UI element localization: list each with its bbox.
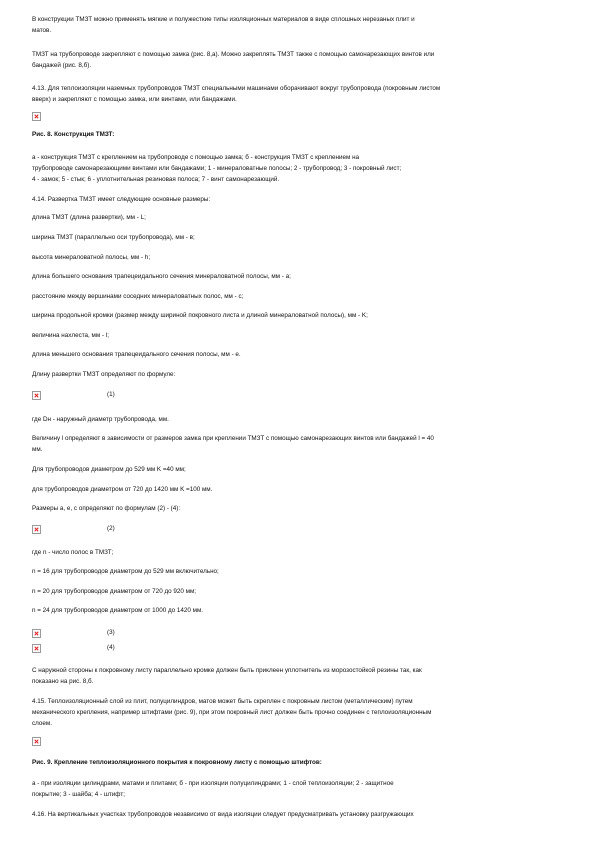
paragraph: величина нахлеста, мм - l; bbox=[32, 332, 109, 339]
paragraph: где Dн - наружный диаметр трубопровода, мм. bbox=[32, 416, 169, 423]
paragraph: 4.13. Для теплоизоляции наземных трубопроводов ТМЗТ специальными машинами оборачивают вокруг трубопровода (покровным листом bbox=[32, 85, 441, 92]
equation-number: (4) bbox=[107, 644, 115, 651]
paragraph: n = 16 для трубопроводов диаметром до 529 мм включительно; bbox=[32, 568, 219, 575]
paragraph: а - при изоляции цилиндрами, матами и плитами; б - при изоляции полуцилиндрами; 1 - слой теплоизоляции; 2 - защитное bbox=[32, 780, 394, 787]
paragraph: длина меньшего основания трапецеидального сечения полосы, мм - e. bbox=[32, 351, 241, 358]
broken-image-icon bbox=[32, 525, 41, 534]
paragraph: В конструкции ТМЗТ можно применять мягкие и полужесткие типы изоляционных материалов в виде сплошных нерезаных плит и bbox=[32, 16, 415, 23]
paragraph: длина большего основания трапецеидального сечения минераловатной полосы, мм - a; bbox=[32, 273, 291, 280]
paragraph: 4.14. Развертка ТМЗТ имеет следующие основные размеры: bbox=[32, 196, 211, 203]
paragraph: n = 20 для трубопроводов диаметром от 720 до 920 мм; bbox=[32, 588, 197, 595]
paragraph: С наружной стороны к покровному листу параллельно кромке должен быть приклеен уплотнитель из морозостойкой резины так, как bbox=[32, 667, 422, 674]
paragraph: длина ТМЗТ (длина развертки), мм - L; bbox=[32, 214, 146, 221]
broken-image-icon bbox=[32, 737, 41, 746]
figure-caption: Рис. 8. Конструкция ТМЗТ: bbox=[32, 131, 115, 138]
paragraph: бандажей (рис. 8,б). bbox=[32, 62, 92, 69]
paragraph: n = 24 для трубопроводов диаметром от 1000 до 1420 мм. bbox=[32, 607, 204, 614]
paragraph: для трубопроводов диаметром от 720 до 1420 мм K =100 мм. bbox=[32, 486, 213, 493]
paragraph: показано на рис. 8,б. bbox=[32, 678, 94, 685]
paragraph: вверх) и закрепляют с помощью замка, или винтами, или бандажами. bbox=[32, 96, 237, 103]
paragraph: где n - число полос в ТМЗТ; bbox=[32, 549, 114, 556]
paragraph: Размеры a, e, c определяют по формулам (2) - (4): bbox=[32, 505, 181, 512]
paragraph: 4.16. На вертикальных участках трубопроводов независимо от вида изоляции следует предусматривать установку разгружающих bbox=[32, 811, 414, 818]
paragraph: высота минераловатной полосы, мм - h; bbox=[32, 254, 151, 261]
paragraph: покрытие; 3 - шайба; 4 - штифт; bbox=[32, 791, 125, 798]
paragraph: расстояние между вершинами соседних минераловатных полос, мм - c; bbox=[32, 293, 244, 300]
paragraph: трубопроводе самонарезающими винтами или бандажами; 1 - минераловатные полосы; 2 - трубопровод; 3 - покровный лист; bbox=[32, 165, 402, 172]
paragraph: 4.15. Теплоизоляционный слой из плит, полуцилиндров, матов может быть скреплен с покровным листом (металлическим) путем bbox=[32, 698, 413, 705]
paragraph: мм. bbox=[32, 446, 43, 453]
paragraph: матов. bbox=[32, 27, 52, 34]
paragraph: слоем. bbox=[32, 720, 52, 727]
broken-image-icon bbox=[32, 644, 41, 653]
broken-image-icon bbox=[32, 391, 41, 400]
figure-caption: Рис. 9. Крепление теплоизоляционного покрытия к покровному листу с помощью штифтов: bbox=[32, 759, 322, 766]
paragraph: 4 - замок; 5 - стык; 6 - уплотнительная резиновая полоса; 7 - винт самонарезающий. bbox=[32, 176, 280, 183]
paragraph: ширина продольной кромки (размер между шириной покровного листа и длиной минераловатной полосы), мм - K; bbox=[32, 312, 368, 319]
equation-number: (2) bbox=[107, 525, 115, 532]
paragraph: механического крепления, например штифтами (рис. 9), при этом покровный лист должен быть прочно соединен с теплоизоляционным bbox=[32, 709, 432, 716]
equation-number: (1) bbox=[107, 391, 115, 398]
paragraph: ТМЗТ на трубопроводе закрепляют с помощью замка (рис. 8,а). Можно закреплять ТМЗТ также с помощью самонарезающих винтов или bbox=[32, 51, 435, 58]
paragraph: а - конструкция ТМЗТ с креплением на трубопроводе с помощью замка; б - конструкция ТМЗТ с креплением на bbox=[32, 154, 360, 161]
paragraph: Длину развертки ТМЗТ определяют по формуле: bbox=[32, 371, 176, 378]
broken-image-icon bbox=[32, 629, 41, 638]
paragraph: Для трубопроводов диаметром до 529 мм K =40 мм; bbox=[32, 466, 186, 473]
paragraph: Величину l определяют в зависимости от размеров замка при креплении ТМЗТ с помощью самонарезающих винтов или бандажей l = 40 bbox=[32, 435, 434, 442]
paragraph: ширина ТМЗТ (параллельно оси трубопровода), мм - в; bbox=[32, 234, 195, 241]
equation-number: (3) bbox=[107, 629, 115, 636]
broken-image-icon bbox=[32, 112, 41, 121]
